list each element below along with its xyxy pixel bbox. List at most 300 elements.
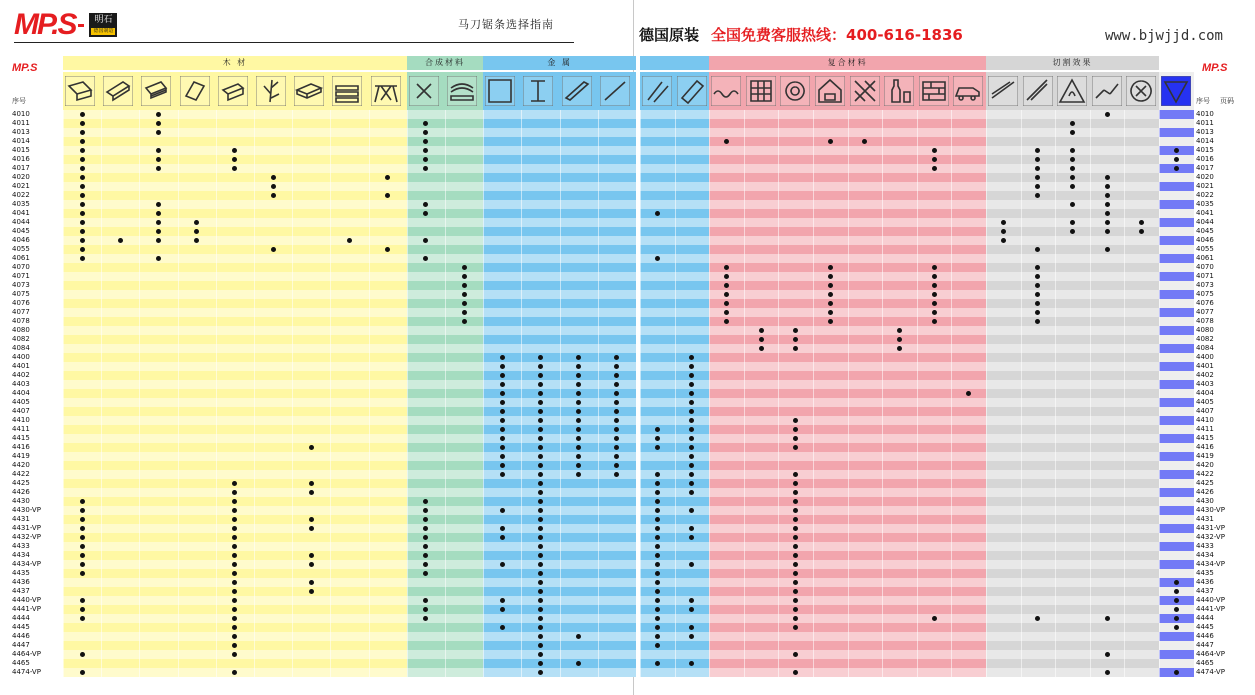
left-divider bbox=[598, 623, 599, 632]
right-divider bbox=[917, 110, 918, 119]
right-mark-dot bbox=[897, 346, 902, 351]
left-divider bbox=[521, 263, 522, 272]
right-cell bbox=[709, 515, 744, 524]
left-divider bbox=[330, 389, 331, 398]
left-divider bbox=[560, 182, 561, 191]
right-divider bbox=[882, 353, 883, 362]
right-cell bbox=[675, 182, 710, 191]
left-divider bbox=[139, 191, 140, 200]
right-divider bbox=[917, 461, 918, 470]
right-divider bbox=[1159, 128, 1160, 137]
left-divider bbox=[407, 209, 408, 218]
left-mark-dot bbox=[156, 256, 161, 261]
right-divider bbox=[1090, 506, 1091, 515]
left-row-label: 4432-VP bbox=[12, 533, 41, 541]
left-cell bbox=[178, 524, 216, 533]
left-row-label: 4434 bbox=[12, 551, 30, 559]
left-cell bbox=[63, 344, 101, 353]
left-divider bbox=[598, 371, 599, 380]
left-cell bbox=[445, 632, 483, 641]
right-divider bbox=[1124, 227, 1125, 236]
right-divider bbox=[744, 263, 745, 272]
left-divider bbox=[560, 200, 561, 209]
left-mark-dot bbox=[80, 175, 85, 180]
right-cell bbox=[986, 182, 1021, 191]
right-divider bbox=[675, 560, 676, 569]
right-mark-dot bbox=[932, 283, 937, 288]
left-divider bbox=[139, 110, 140, 119]
left-divider bbox=[139, 650, 140, 659]
left-divider bbox=[178, 641, 179, 650]
right-cell bbox=[744, 191, 779, 200]
right-divider bbox=[986, 488, 987, 497]
right-divider bbox=[848, 587, 849, 596]
right-cell bbox=[882, 353, 917, 362]
right-divider bbox=[882, 191, 883, 200]
right-divider bbox=[709, 155, 710, 164]
right-divider bbox=[1021, 488, 1022, 497]
left-cell bbox=[63, 641, 101, 650]
left-cell bbox=[598, 488, 636, 497]
right-divider bbox=[1124, 290, 1125, 299]
left-cell bbox=[254, 236, 292, 245]
right-mark-dot bbox=[655, 499, 660, 504]
right-divider bbox=[1124, 488, 1125, 497]
left-divider bbox=[369, 497, 370, 506]
right-cell bbox=[1021, 506, 1056, 515]
right-cell bbox=[951, 578, 986, 587]
left-cell bbox=[292, 200, 330, 209]
right-divider bbox=[1124, 380, 1125, 389]
right-cell bbox=[986, 119, 1021, 128]
right-divider bbox=[882, 560, 883, 569]
right-divider bbox=[778, 650, 779, 659]
right-divider bbox=[986, 506, 987, 515]
left-cell bbox=[560, 110, 598, 119]
right-divider bbox=[1055, 299, 1056, 308]
right-cell bbox=[1124, 605, 1159, 614]
left-divider bbox=[445, 362, 446, 371]
left-mark-dot bbox=[80, 148, 85, 153]
right-cell bbox=[675, 299, 710, 308]
left-divider bbox=[483, 434, 484, 443]
left-divider bbox=[407, 236, 408, 245]
right-divider bbox=[675, 650, 676, 659]
right-cell bbox=[986, 407, 1021, 416]
left-cell bbox=[254, 290, 292, 299]
right-row-label: 4055 bbox=[1196, 245, 1214, 253]
right-mark-dot bbox=[1174, 625, 1179, 630]
right-divider bbox=[882, 398, 883, 407]
left-row-label: 4435 bbox=[12, 569, 30, 577]
left-cell bbox=[369, 524, 407, 533]
right-divider bbox=[951, 218, 952, 227]
right-divider bbox=[986, 551, 987, 560]
right-cell bbox=[709, 155, 744, 164]
right-divider bbox=[882, 218, 883, 227]
right-divider bbox=[848, 614, 849, 623]
right-divider bbox=[1124, 128, 1125, 137]
right-cell bbox=[1055, 317, 1090, 326]
left-mark-dot bbox=[156, 211, 161, 216]
right-divider bbox=[1055, 650, 1056, 659]
left-icon-cell-12 bbox=[521, 72, 559, 110]
right-divider bbox=[1055, 200, 1056, 209]
right-cell bbox=[951, 209, 986, 218]
left-cell bbox=[369, 416, 407, 425]
right-cell bbox=[917, 191, 952, 200]
right-divider bbox=[882, 569, 883, 578]
right-divider bbox=[1124, 353, 1125, 362]
right-divider bbox=[1090, 515, 1091, 524]
left-divider bbox=[445, 416, 446, 425]
right-divider bbox=[917, 326, 918, 335]
left-divider bbox=[369, 299, 370, 308]
right-cell bbox=[882, 569, 917, 578]
left-divider bbox=[178, 281, 179, 290]
right-cell bbox=[917, 479, 952, 488]
right-divider bbox=[813, 317, 814, 326]
right-divider bbox=[813, 335, 814, 344]
left-mark-dot bbox=[156, 166, 161, 171]
left-icon-cell-3 bbox=[178, 72, 216, 110]
right-divider bbox=[709, 209, 710, 218]
right-divider bbox=[1159, 290, 1160, 299]
left-cell bbox=[407, 641, 445, 650]
right-divider bbox=[1124, 479, 1125, 488]
right-divider bbox=[778, 659, 779, 668]
right-divider bbox=[1159, 227, 1160, 236]
left-cell bbox=[369, 263, 407, 272]
left-cell bbox=[445, 245, 483, 254]
right-cell bbox=[744, 470, 779, 479]
left-divider bbox=[598, 137, 599, 146]
right-cell bbox=[1055, 434, 1090, 443]
right-divider bbox=[1021, 281, 1022, 290]
right-divider bbox=[778, 155, 779, 164]
right-row-label: 4071 bbox=[1196, 272, 1214, 280]
left-cell bbox=[560, 326, 598, 335]
left-row-label: 4426 bbox=[12, 488, 30, 496]
left-cell bbox=[101, 614, 139, 623]
right-divider bbox=[813, 605, 814, 614]
right-cell bbox=[1159, 236, 1194, 245]
left-divider bbox=[598, 164, 599, 173]
left-cell bbox=[292, 506, 330, 515]
left-divider bbox=[560, 299, 561, 308]
left-divider bbox=[178, 272, 179, 281]
right-cell bbox=[1159, 371, 1194, 380]
left-cell bbox=[101, 299, 139, 308]
right-divider bbox=[951, 281, 952, 290]
left-row-label: 4440-VP bbox=[12, 596, 41, 604]
right-cell bbox=[1124, 191, 1159, 200]
right-cell bbox=[813, 371, 848, 380]
left-cell bbox=[330, 164, 368, 173]
left-cell bbox=[330, 200, 368, 209]
right-cell bbox=[951, 326, 986, 335]
right-mark-dot bbox=[655, 625, 660, 630]
right-divider bbox=[1159, 218, 1160, 227]
right-divider bbox=[917, 317, 918, 326]
right-mark-dot bbox=[655, 643, 660, 648]
left-divider bbox=[254, 434, 255, 443]
right-divider bbox=[778, 461, 779, 470]
right-row-label: 4435 bbox=[1196, 569, 1214, 577]
left-cell bbox=[101, 542, 139, 551]
right-cell bbox=[1124, 650, 1159, 659]
right-mark-dot bbox=[1001, 238, 1006, 243]
left-cell bbox=[101, 488, 139, 497]
right-divider bbox=[1055, 515, 1056, 524]
right-row-label: 4405 bbox=[1196, 398, 1214, 406]
right-cell bbox=[882, 452, 917, 461]
right-divider bbox=[1124, 110, 1125, 119]
right-cell bbox=[1021, 137, 1056, 146]
right-cell bbox=[848, 317, 883, 326]
right-row-label: 4407 bbox=[1196, 407, 1214, 415]
right-divider bbox=[640, 560, 641, 569]
right-cell bbox=[1090, 344, 1125, 353]
right-cell bbox=[709, 479, 744, 488]
left-divider bbox=[369, 461, 370, 470]
right-cell bbox=[813, 155, 848, 164]
right-cell bbox=[1055, 209, 1090, 218]
right-divider bbox=[848, 623, 849, 632]
left-divider bbox=[216, 290, 217, 299]
left-divider bbox=[369, 605, 370, 614]
left-cell bbox=[216, 245, 254, 254]
right-cell bbox=[675, 650, 710, 659]
left-divider bbox=[445, 164, 446, 173]
right-divider bbox=[1124, 452, 1125, 461]
right-mark-dot bbox=[1174, 148, 1179, 153]
right-divider bbox=[986, 353, 987, 362]
left-cell bbox=[560, 578, 598, 587]
left-cell bbox=[178, 344, 216, 353]
left-divider bbox=[216, 353, 217, 362]
plywood-icon bbox=[141, 76, 171, 106]
left-divider bbox=[445, 371, 446, 380]
right-cell bbox=[744, 281, 779, 290]
right-cell bbox=[1021, 596, 1056, 605]
right-cell bbox=[640, 110, 675, 119]
left-divider bbox=[101, 308, 102, 317]
right-cell bbox=[709, 236, 744, 245]
left-divider bbox=[101, 164, 102, 173]
right-cell bbox=[1021, 515, 1056, 524]
left-divider bbox=[63, 218, 64, 227]
right-icon-cell-14 bbox=[1124, 72, 1159, 110]
left-cell bbox=[101, 317, 139, 326]
left-cell bbox=[598, 254, 636, 263]
right-divider bbox=[640, 497, 641, 506]
right-divider bbox=[1159, 443, 1160, 452]
left-row-label: 4061 bbox=[12, 254, 30, 262]
right-divider bbox=[1124, 326, 1125, 335]
right-divider bbox=[986, 290, 987, 299]
right-cell bbox=[640, 317, 675, 326]
right-cell bbox=[917, 173, 952, 182]
right-divider bbox=[951, 425, 952, 434]
right-cell bbox=[986, 326, 1021, 335]
left-divider bbox=[292, 470, 293, 479]
right-cell bbox=[951, 146, 986, 155]
right-cell bbox=[986, 299, 1021, 308]
left-divider bbox=[483, 533, 484, 542]
right-cell bbox=[1124, 659, 1159, 668]
right-divider bbox=[1159, 668, 1160, 677]
right-cell bbox=[813, 461, 848, 470]
right-divider bbox=[917, 308, 918, 317]
left-divider bbox=[369, 272, 370, 281]
table-row bbox=[10, 164, 1247, 173]
right-cell bbox=[778, 218, 813, 227]
precision-icon bbox=[1161, 76, 1191, 106]
left-cell bbox=[369, 362, 407, 371]
left-row-label: 4402 bbox=[12, 371, 30, 379]
left-cell bbox=[521, 236, 559, 245]
left-row-label: 4425 bbox=[12, 479, 30, 487]
left-divider bbox=[598, 650, 599, 659]
left-cell bbox=[63, 263, 101, 272]
grid-panel-icon bbox=[746, 76, 776, 106]
right-divider bbox=[640, 506, 641, 515]
right-cell bbox=[1021, 488, 1056, 497]
right-divider bbox=[813, 497, 814, 506]
table-row bbox=[10, 182, 1247, 191]
left-cell bbox=[254, 587, 292, 596]
left-cell bbox=[178, 308, 216, 317]
left-divider bbox=[369, 389, 370, 398]
right-divider bbox=[675, 434, 676, 443]
right-mark-dot bbox=[1174, 670, 1179, 675]
right-cell bbox=[744, 290, 779, 299]
table-row bbox=[10, 551, 1247, 560]
left-cell bbox=[139, 506, 177, 515]
right-cell bbox=[640, 155, 675, 164]
right-cell bbox=[848, 326, 883, 335]
left-divider bbox=[101, 632, 102, 641]
table-row bbox=[10, 434, 1247, 443]
left-cell bbox=[254, 524, 292, 533]
right-cell bbox=[709, 551, 744, 560]
right-divider bbox=[1159, 497, 1160, 506]
right-cell bbox=[951, 272, 986, 281]
right-divider bbox=[813, 542, 814, 551]
left-cell bbox=[254, 353, 292, 362]
right-divider bbox=[1090, 488, 1091, 497]
left-divider bbox=[560, 434, 561, 443]
website-url[interactable]: www.bjwjjd.com bbox=[1104, 28, 1223, 44]
right-cell bbox=[813, 578, 848, 587]
right-cell bbox=[1055, 479, 1090, 488]
right-divider bbox=[744, 110, 745, 119]
left-divider bbox=[178, 398, 179, 407]
left-mark-dot bbox=[462, 292, 467, 297]
left-divider bbox=[254, 272, 255, 281]
right-cell bbox=[709, 542, 744, 551]
right-divider bbox=[917, 299, 918, 308]
left-cell bbox=[560, 281, 598, 290]
right-cell bbox=[917, 569, 952, 578]
right-divider bbox=[709, 128, 710, 137]
right-divider bbox=[1090, 389, 1091, 398]
right-cell bbox=[1090, 254, 1125, 263]
right-divider bbox=[813, 560, 814, 569]
left-cell bbox=[254, 461, 292, 470]
left-cell bbox=[101, 461, 139, 470]
right-cell bbox=[986, 659, 1021, 668]
right-divider bbox=[917, 497, 918, 506]
left-divider bbox=[521, 353, 522, 362]
right-cell bbox=[813, 398, 848, 407]
left-mark-dot bbox=[538, 499, 543, 504]
left-cell bbox=[445, 407, 483, 416]
right-divider bbox=[1021, 218, 1022, 227]
left-divider bbox=[178, 623, 179, 632]
left-divider bbox=[254, 443, 255, 452]
left-cell bbox=[216, 110, 254, 119]
right-cell bbox=[986, 209, 1021, 218]
left-cell bbox=[63, 380, 101, 389]
right-divider bbox=[951, 560, 952, 569]
right-cell bbox=[778, 659, 813, 668]
left-divider bbox=[292, 110, 293, 119]
left-divider bbox=[407, 335, 408, 344]
right-divider bbox=[882, 299, 883, 308]
left-divider bbox=[407, 416, 408, 425]
left-divider bbox=[521, 317, 522, 326]
right-cell bbox=[640, 290, 675, 299]
left-cell bbox=[407, 668, 445, 677]
left-cell bbox=[254, 146, 292, 155]
left-icon-cell-9 bbox=[407, 72, 445, 110]
right-row-label: 4419 bbox=[1196, 452, 1214, 460]
left-divider bbox=[369, 479, 370, 488]
left-mark-dot bbox=[538, 355, 543, 360]
right-cell bbox=[675, 200, 710, 209]
left-divider bbox=[407, 308, 408, 317]
left-divider bbox=[560, 515, 561, 524]
right-cell bbox=[813, 209, 848, 218]
left-divider bbox=[216, 173, 217, 182]
left-cell bbox=[445, 587, 483, 596]
brand-badge-sub: 德国制造 bbox=[93, 28, 114, 34]
left-divider bbox=[178, 533, 179, 542]
right-cell bbox=[951, 614, 986, 623]
right-divider bbox=[675, 605, 676, 614]
left-cell bbox=[445, 254, 483, 263]
left-cell bbox=[139, 533, 177, 542]
right-cell bbox=[778, 263, 813, 272]
left-cell bbox=[254, 389, 292, 398]
left-divider bbox=[521, 416, 522, 425]
left-cell bbox=[330, 299, 368, 308]
left-mark-dot bbox=[500, 373, 505, 378]
right-divider bbox=[1021, 110, 1022, 119]
left-divider bbox=[407, 632, 408, 641]
left-mark-dot bbox=[271, 247, 276, 252]
left-divider bbox=[521, 551, 522, 560]
left-divider bbox=[216, 227, 217, 236]
left-divider bbox=[101, 344, 102, 353]
right-divider bbox=[1055, 254, 1056, 263]
left-divider bbox=[216, 119, 217, 128]
left-divider bbox=[407, 191, 408, 200]
right-cell bbox=[1124, 200, 1159, 209]
right-cell bbox=[1159, 326, 1194, 335]
